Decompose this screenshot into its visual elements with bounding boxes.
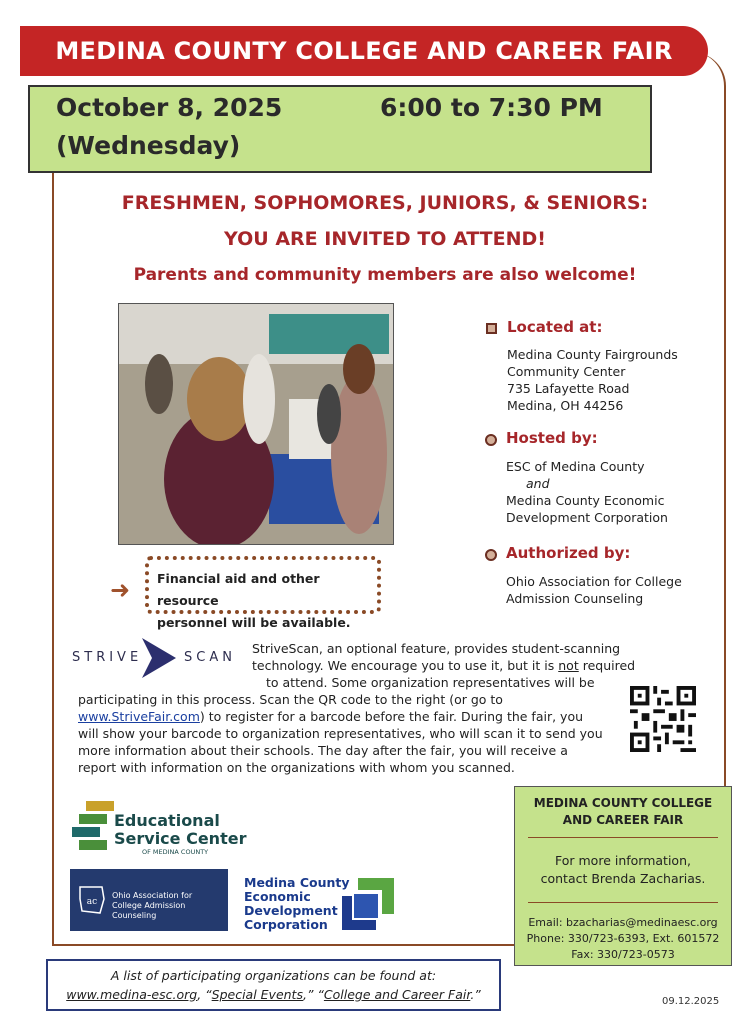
esc-logo-icon [72, 801, 114, 859]
esc-line2: Service Center [114, 829, 247, 848]
contact-box [514, 786, 732, 966]
circle-bullet-icon [485, 549, 497, 561]
oacac-line2: College Admission Counseling [112, 901, 186, 920]
address-line: 735 Lafayette Road [507, 381, 630, 396]
strivescan-line1: StriveScan, an optional feature, provides student-scanning [252, 641, 621, 656]
location-address [507, 346, 678, 414]
strivescan-line2-end: required [582, 658, 636, 673]
strivescan-line7: more information about their schools. The day after the fair, you will receive a [78, 743, 568, 758]
esc-logo-text [114, 812, 246, 857]
circle-bullet-icon [485, 434, 497, 446]
special-events-link[interactable]: Special Events [211, 987, 303, 1002]
strivescan-logo-right: SCAN [184, 650, 236, 665]
resource-note-line1: Financial aid and other resource [157, 571, 320, 608]
contact-info-line2: contact Brenda Zacharias. [540, 871, 706, 886]
location-heading: Located at: [507, 318, 603, 336]
oacac-line1: Ohio Association for [112, 891, 193, 900]
hosted-details [506, 458, 668, 526]
page-frame-left [52, 170, 54, 946]
contact-fax: Fax: 330/723-0573 [571, 948, 675, 961]
event-photo [118, 303, 394, 545]
ohio-state-icon [78, 885, 106, 919]
arrow-right-icon: ➜ [110, 576, 131, 604]
event-time: 6:00 to 7:30 PM [380, 93, 603, 122]
square-bullet-icon [486, 323, 497, 334]
divider [528, 902, 718, 903]
organizations-list-box [46, 959, 501, 1011]
address-line: Medina, OH 44256 [507, 398, 624, 413]
svg-text:ac: ac [86, 897, 98, 907]
strivescan-line4: participating in this process. Scan the QR code to the right (or go to [78, 692, 503, 707]
oacac-logo [70, 869, 228, 931]
strivescan-line3: to attend. Some organization representatives will be [266, 675, 595, 690]
address-line: Medina County Fairgrounds [507, 347, 678, 362]
mcedc-line1: Medina County [244, 875, 350, 890]
contact-phone: Phone: 330/723-6393, Ext. 601572 [526, 932, 720, 945]
mcedc-line4: Corporation [244, 917, 328, 932]
strivescan-line2-text: technology. We encourage you to use it, but it is [252, 658, 555, 673]
host-and: and [526, 476, 550, 491]
event-date: October 8, 2025 [56, 93, 283, 122]
strivescan-line2 [252, 657, 635, 674]
contact-info-line1: For more information, [555, 853, 691, 868]
strivescan-line8: report with information on the organizations with whom you scanned. [78, 760, 515, 775]
college-career-fair-link[interactable]: College and Career Fair [323, 987, 471, 1002]
resource-note-line2: personnel will be available. [157, 615, 351, 630]
contact-email[interactable]: Email: bzacharias@medinaesc.org [528, 916, 718, 929]
list-line1: A list of participating organizations can be found at: [110, 968, 437, 983]
medina-esc-link[interactable]: www.medina-esc.org [66, 987, 198, 1002]
contact-details [515, 911, 731, 963]
esc-line3: OF MEDINA COUNTY [142, 848, 209, 856]
list-line2: www.medina-esc.org, “Special Events,” “College and Career Fair.” [66, 987, 481, 1002]
esc-line1: Educational [114, 811, 220, 830]
mcedc-line3: Development [244, 903, 338, 918]
authorized-line: Admission Counseling [506, 591, 644, 606]
host-line: ESC of Medina County [506, 459, 645, 474]
strivescan-line6: will show your barcode to organization representatives, who will scan it to send you [78, 726, 603, 741]
strivescan-not: not [558, 658, 579, 673]
mcedc-logo-text [244, 876, 350, 932]
mcedc-line2: Economic [244, 889, 311, 904]
mcedc-logo-icon [338, 874, 398, 938]
contact-title-line1: MEDINA COUNTY COLLEGE [533, 796, 713, 810]
contact-info [515, 846, 731, 888]
qr-code-icon[interactable] [629, 686, 697, 752]
resource-note [145, 556, 381, 630]
authorized-heading: Authorized by: [506, 544, 631, 562]
host-line: Development Corporation [506, 510, 668, 525]
strivescan-line5 [78, 708, 583, 725]
strivescan-line5-text: ) to register for a barcode before the fair. During the fair, you [199, 709, 584, 724]
strivefair-link[interactable]: www.StriveFair.com [78, 709, 200, 724]
oacac-text [112, 891, 228, 921]
event-day: (Wednesday) [56, 131, 241, 160]
strivescan-chevron-icon [140, 638, 178, 682]
invite-audience: FRESHMEN, SOPHOMORES, JUNIORS, & SENIORS: [121, 192, 649, 214]
event-title: MEDINA COUNTY COLLEGE AND CAREER FAIR [20, 26, 708, 76]
contact-box-title [515, 787, 731, 829]
contact-title-line2: AND CAREER FAIR [562, 813, 684, 827]
authorized-line: Ohio Association for College [506, 574, 682, 589]
document-date: 09.12.2025 [662, 996, 720, 1007]
hosted-heading: Hosted by: [506, 429, 598, 447]
host-line: Medina County Economic [506, 493, 665, 508]
divider [528, 837, 718, 838]
invite-welcome: Parents and community members are also welcome! [133, 265, 637, 285]
authorized-details [506, 573, 682, 607]
invite-message: YOU ARE INVITED TO ATTEND! [224, 228, 546, 250]
strivescan-logo-left: STRIVE [72, 650, 143, 665]
address-line: Community Center [507, 364, 626, 379]
